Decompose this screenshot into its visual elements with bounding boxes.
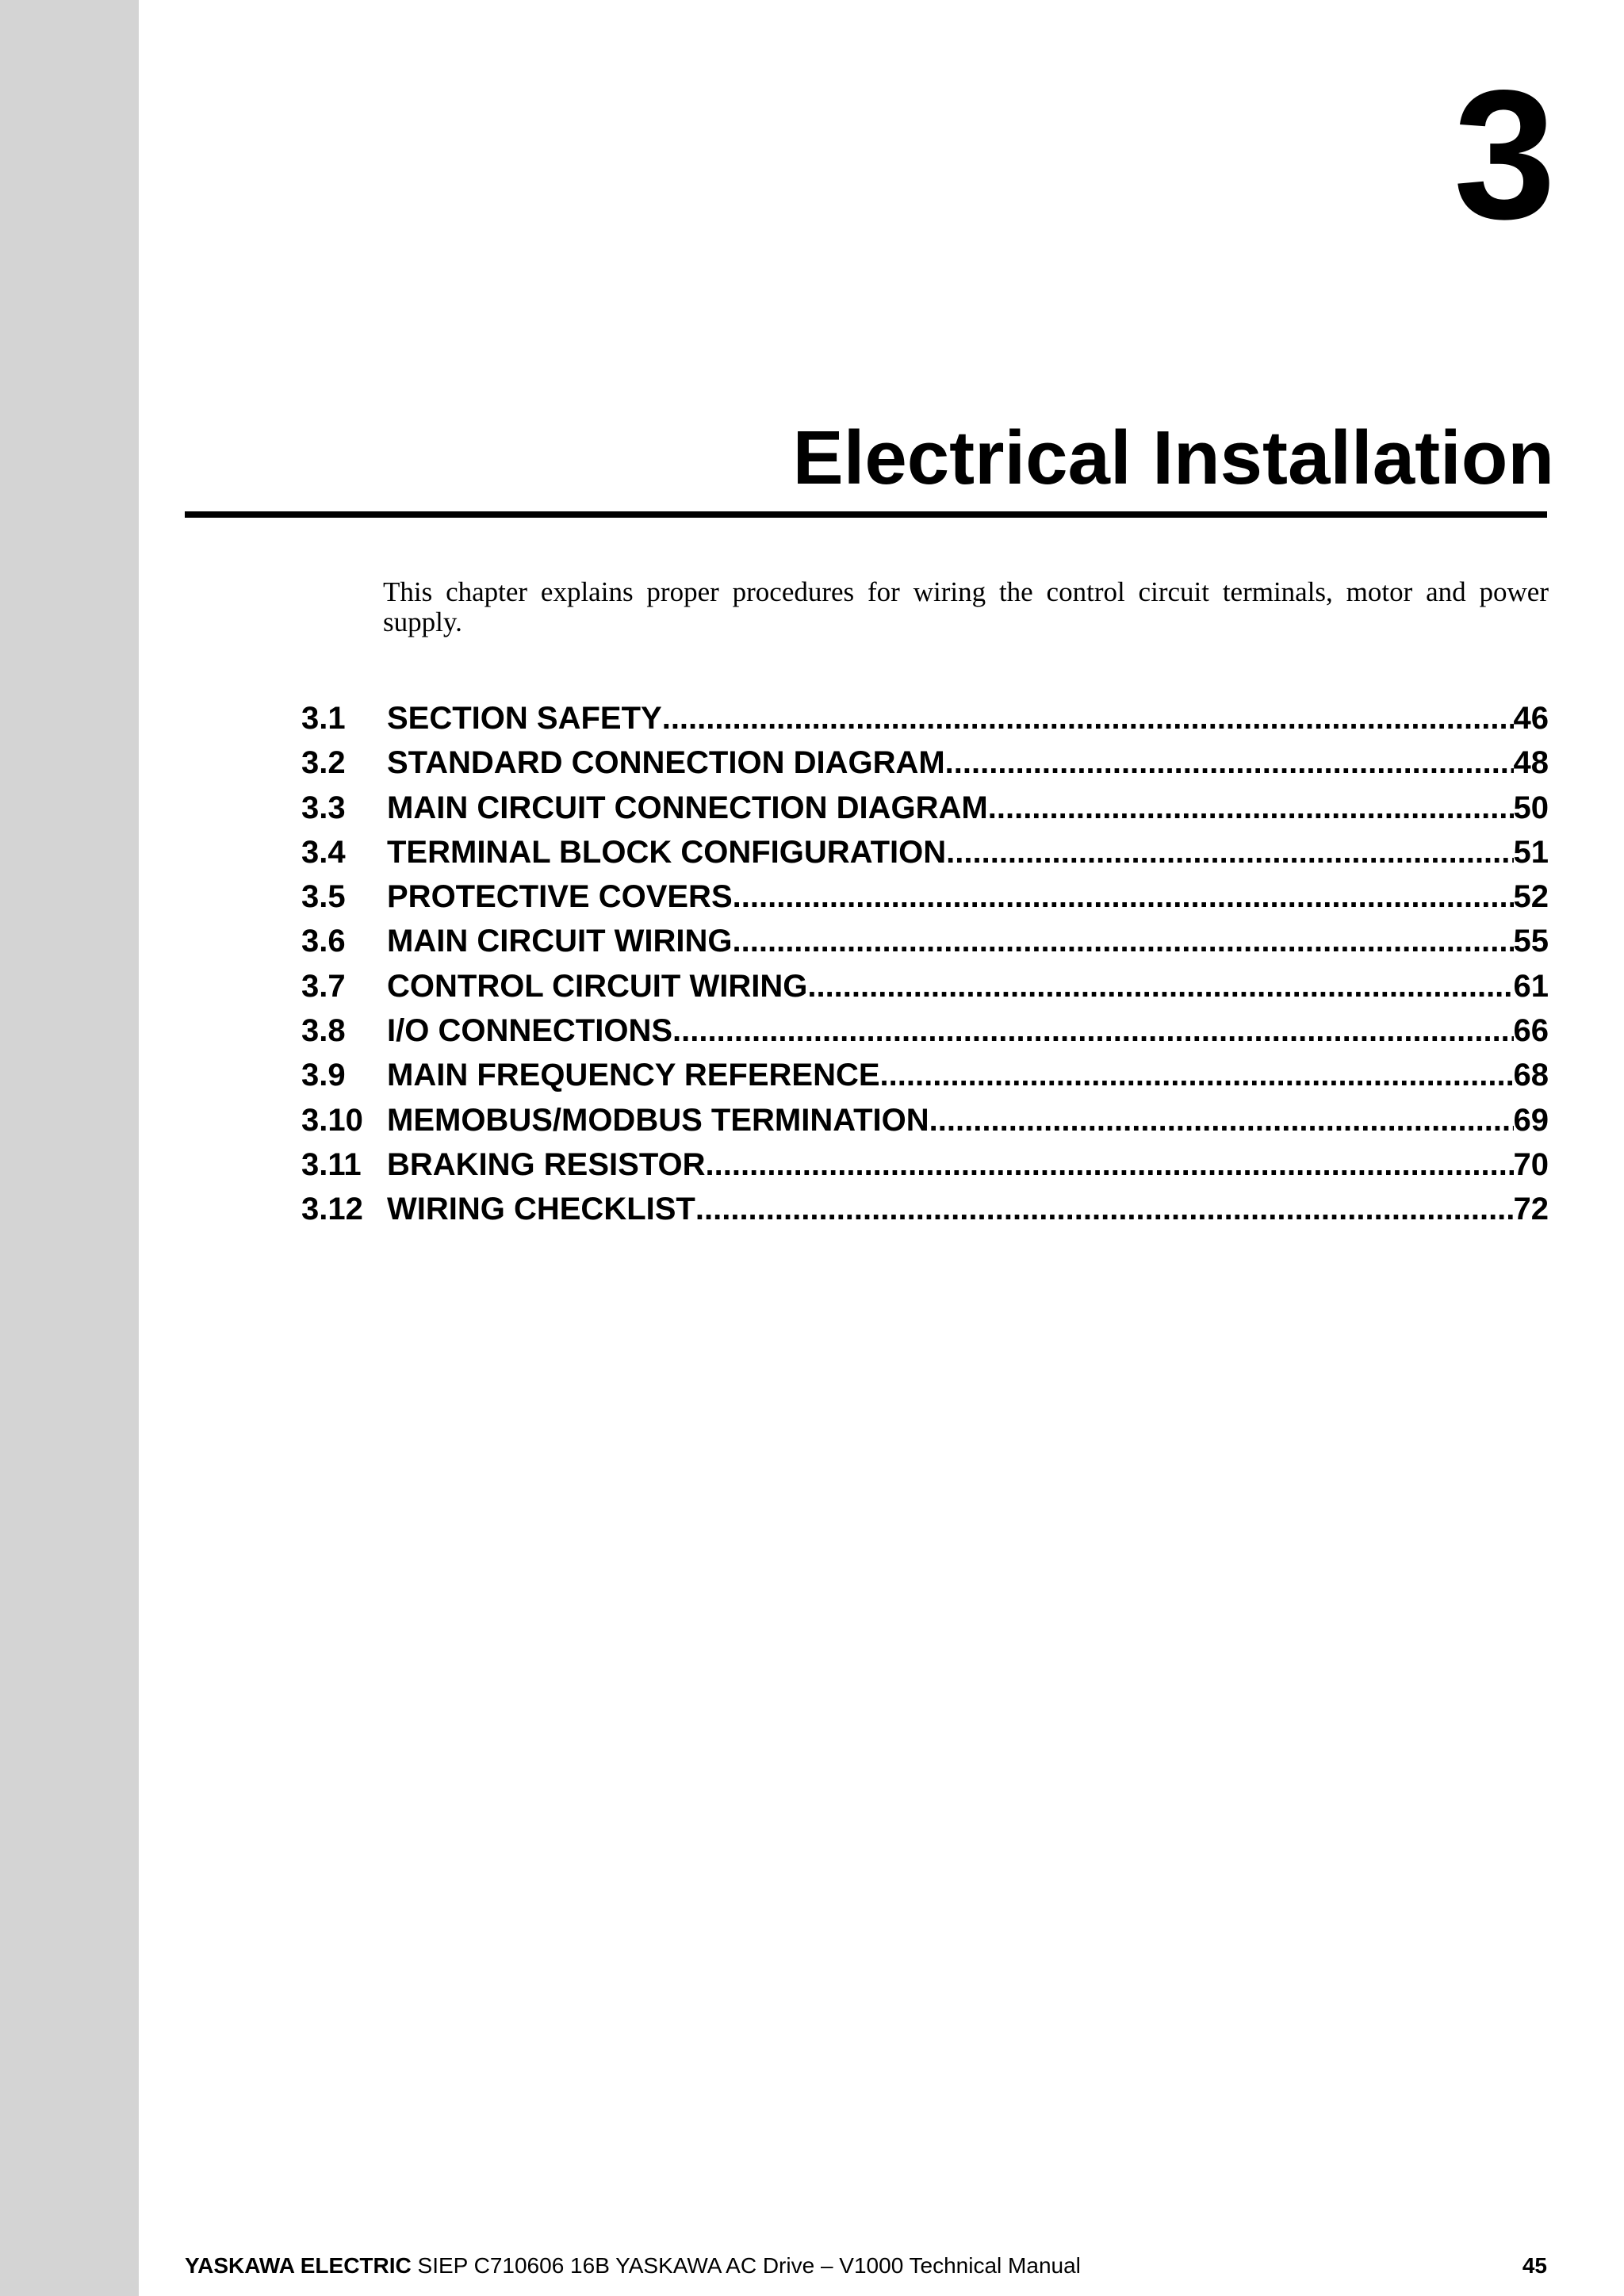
toc-page-number: 68 (1513, 1058, 1549, 1093)
toc-page-number: 50 (1513, 790, 1549, 825)
toc-dot-leader (929, 1098, 1514, 1142)
toc-dot-leader (706, 1142, 1514, 1187)
toc-section-number: 3.3 (301, 790, 346, 825)
toc-section-title: I/O CONNECTIONS (387, 1013, 673, 1049)
toc-section-number: 3.8 (301, 1013, 346, 1049)
toc-entry[interactable] (301, 696, 1549, 740)
toc-dot-leader (946, 830, 1513, 874)
toc-entry[interactable] (301, 874, 1549, 919)
toc-page-number: 48 (1513, 745, 1549, 781)
footer-brand: YASKAWA ELECTRIC (185, 2253, 412, 2278)
toc-entry[interactable] (301, 740, 1549, 785)
toc-page-number: 69 (1513, 1102, 1549, 1138)
toc-entry[interactable] (301, 1053, 1549, 1097)
toc-entry[interactable] (301, 1187, 1549, 1231)
toc-entry[interactable] (301, 964, 1549, 1008)
left-margin-band (0, 0, 139, 2296)
toc-section-number: 3.4 (301, 834, 346, 870)
toc-section-title: MEMOBUS/MODBUS TERMINATION (387, 1102, 929, 1138)
toc-dot-leader (807, 964, 1513, 1008)
toc-section-number: 3.12 (301, 1192, 363, 1227)
toc-page-number: 55 (1513, 924, 1549, 959)
toc-section-title: TERMINAL BLOCK CONFIGURATION (387, 834, 947, 870)
toc-page-number: 52 (1513, 879, 1549, 915)
toc-section-number: 3.11 (301, 1146, 362, 1182)
page-footer (185, 2253, 1547, 2279)
toc-section-number: 3.7 (301, 968, 346, 1004)
toc-page-number: 46 (1513, 701, 1549, 736)
toc-page-number: 61 (1513, 968, 1549, 1004)
toc-dot-leader (733, 919, 1514, 963)
toc-section-title: MAIN CIRCUIT CONNECTION DIAGRAM (387, 790, 988, 825)
footer-page-number: 45 (1522, 2253, 1547, 2278)
toc-section-number: 3.10 (301, 1102, 363, 1138)
toc-section-number: 3.9 (301, 1058, 346, 1093)
toc-section-title: MAIN FREQUENCY REFERENCE (387, 1058, 880, 1093)
toc-dot-leader (880, 1053, 1514, 1097)
toc-section-title: MAIN CIRCUIT WIRING (387, 924, 733, 959)
toc-section-title: CONTROL CIRCUIT WIRING (387, 968, 808, 1004)
toc-section-number: 3.2 (301, 745, 346, 781)
toc-page-number: 66 (1513, 1013, 1549, 1049)
footer-document-title: SIEP C710606 16B YASKAWA AC Drive – V1000 Technical Manual (411, 2253, 1081, 2278)
toc-section-title: BRAKING RESISTOR (387, 1146, 706, 1182)
toc-page-number: 72 (1513, 1192, 1549, 1227)
toc-section-number: 3.5 (301, 879, 346, 915)
toc-dot-leader (988, 786, 1514, 830)
toc-dot-leader (695, 1187, 1514, 1231)
toc-dot-leader (733, 874, 1514, 919)
chapter-title: Electrical Installation (792, 415, 1554, 500)
toc-section-title: STANDARD CONNECTION DIAGRAM (387, 745, 945, 781)
toc-section-number: 3.6 (301, 924, 346, 959)
toc-dot-leader (662, 696, 1514, 740)
toc-page-number: 70 (1513, 1146, 1549, 1182)
chapter-intro: This chapter explains proper procedures for wiring the control circuit terminals, motor and power supply. (383, 576, 1549, 637)
toc-section-number: 3.1 (301, 701, 346, 736)
toc-section-title: SECTION SAFETY (387, 701, 662, 736)
toc-dot-leader (672, 1008, 1513, 1053)
title-divider (185, 511, 1547, 518)
toc-section-title: PROTECTIVE COVERS (387, 879, 733, 915)
toc-page-number: 51 (1513, 834, 1549, 870)
toc-entry[interactable] (301, 1142, 1549, 1187)
toc-entry[interactable] (301, 830, 1549, 874)
toc-entry[interactable] (301, 786, 1549, 830)
toc-section-title: WIRING CHECKLIST (387, 1192, 695, 1227)
footer-document-info (185, 2253, 1081, 2279)
toc-entry[interactable] (301, 1098, 1549, 1142)
table-of-contents (301, 696, 1549, 1232)
chapter-number: 3 (1453, 52, 1553, 258)
toc-dot-leader (945, 740, 1514, 785)
toc-entry[interactable] (301, 919, 1549, 963)
toc-entry[interactable] (301, 1008, 1549, 1053)
